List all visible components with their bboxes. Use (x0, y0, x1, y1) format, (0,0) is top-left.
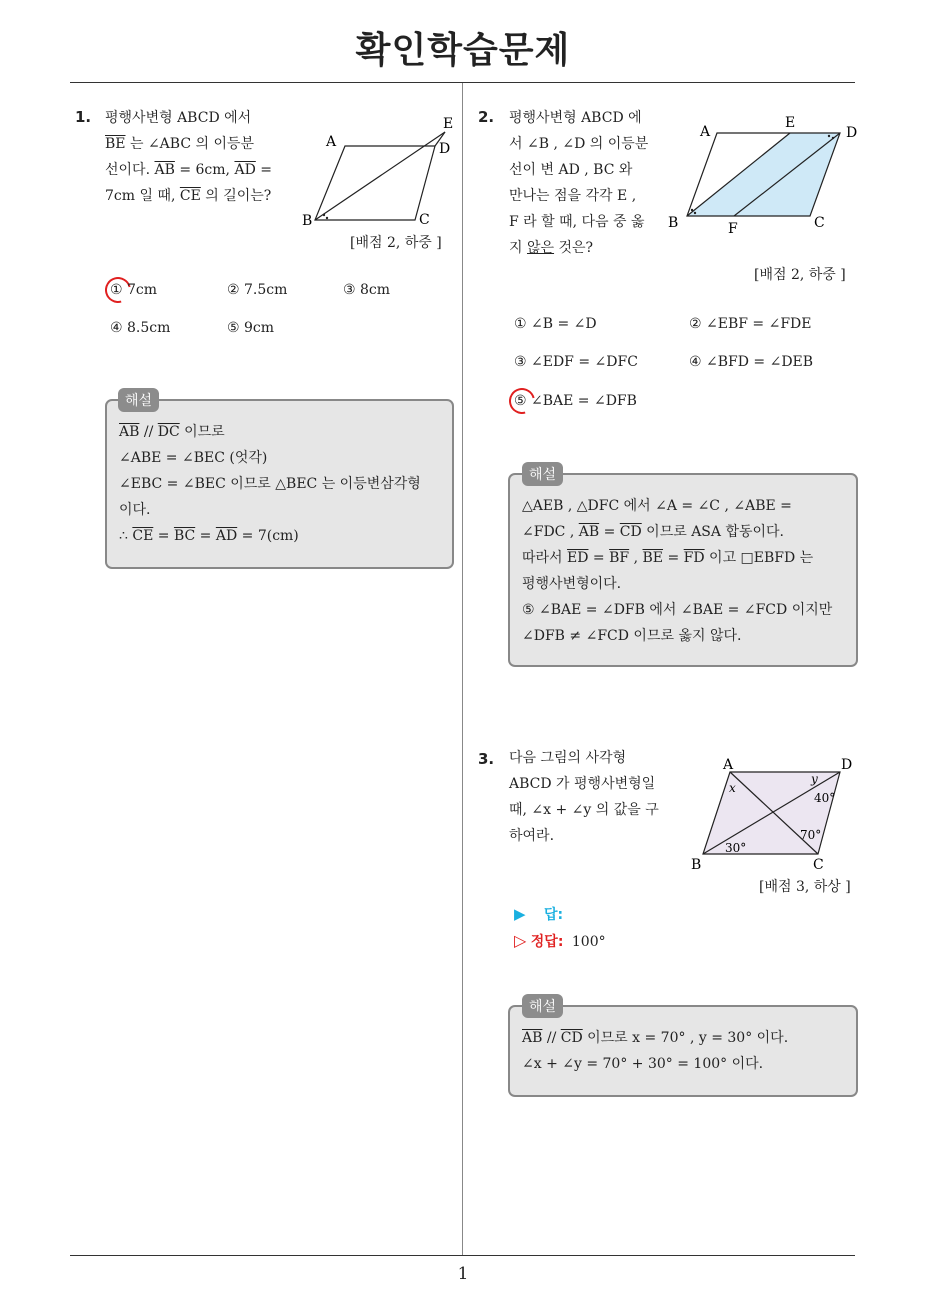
segment-ce: $\overline{CE}$ (179, 188, 201, 204)
segment-cd: $\overline{CD}$ (560, 1030, 583, 1046)
q2-line: 선이 변 AD , BC 와 (509, 162, 633, 178)
q1-line-text: 의 길이는? (200, 188, 272, 204)
q2-angle-mark (694, 212, 696, 214)
segment-cd: $\overline{CD}$ (619, 524, 642, 540)
q1-sol-text: = 7(cm) (237, 528, 299, 544)
q2-solution-tag: 해설 (522, 462, 563, 486)
q3-score: [배점 3, 하상 ] (759, 879, 851, 895)
q1-figure (300, 108, 465, 228)
q1-choice-4[interactable]: ④ 8.5cm (110, 320, 171, 336)
q2-label-c: C (814, 215, 825, 231)
q1-score: [배점 2, 하중 ] (350, 235, 442, 251)
q1-label-c: C (419, 212, 430, 228)
q2-sol-text: = (588, 550, 610, 566)
q3-line: 하여라. (509, 828, 555, 844)
q2-underlined-word: 않은 (526, 240, 555, 256)
q2-sol-text: 이고 □EBFD 는 (704, 550, 814, 566)
q1-choice-2[interactable]: ② 7.5cm (227, 282, 288, 298)
q1-label-b: B (302, 213, 313, 228)
q3-line: 때, ∠x + ∠y 의 값을 구 (509, 802, 659, 818)
q2-line (509, 235, 659, 261)
q1-sol-line: ∠ABE = ∠BEC (엇각) (119, 450, 268, 466)
q3-label-y: y (811, 772, 818, 786)
q2-label-d: D (846, 125, 858, 141)
segment-ab: $\overline{AB}$ (119, 424, 140, 440)
q2-label-f: F (728, 221, 738, 237)
q3-figure (685, 752, 865, 877)
q2-figure (662, 112, 867, 237)
q3-sol-text: 이므로 x = 70° , y = 30° 이다. (582, 1030, 789, 1046)
q2-score: [배점 2, 하중 ] (754, 267, 846, 283)
q2-shaded-region (687, 133, 840, 216)
q2-line-text: 것은? (554, 240, 594, 256)
q1-line-text: = (255, 162, 272, 178)
q3-label-x: x (729, 781, 736, 795)
q1-sol-line: ∠EBC = ∠BEC 이므로 △BEC 는 이등변삼각형 (119, 476, 421, 492)
q1-sol-text: 이므로 (179, 424, 225, 440)
segment-be: $\overline{BE}$ (105, 136, 126, 152)
triangle-outline-icon: ▷ (514, 931, 527, 950)
q2-label-b: B (668, 215, 679, 231)
q1-angle-mark (326, 217, 328, 219)
q1-line-text: = 6cm, (174, 162, 235, 178)
q3-sol-text: // (542, 1030, 561, 1046)
q1-line-text: 7cm 일 때, (105, 188, 180, 204)
q1-sol-text: // (139, 424, 158, 440)
q1-sol-text: ∴ (119, 528, 133, 544)
q1-label-e: E (443, 116, 454, 132)
q3-solution-tag: 해설 (522, 994, 563, 1018)
q1-angle-mark (323, 214, 325, 216)
q2-sol-line (522, 545, 832, 571)
q2-choice-4[interactable]: ④ ∠BFD = ∠DEB (689, 354, 814, 370)
q3-solution-box (508, 1005, 858, 1097)
q2-number: 2. (478, 108, 495, 126)
q2-angle-mark (691, 209, 693, 211)
q1-choice-1[interactable]: ① 7cm (110, 282, 158, 298)
segment-ab: $\overline{AB}$ (522, 1030, 543, 1046)
q1-line: 평행사변형 ABCD 에서 (105, 110, 252, 126)
q3-label-70: 70° (800, 828, 822, 842)
q3-correct-value: 100° (571, 934, 606, 950)
q3-label-c: C (813, 857, 824, 873)
q3-line: ABCD 가 평행사변형일 (509, 776, 656, 792)
q1-line (105, 157, 285, 183)
q2-sol-line: ∠DFB ≠ ∠FCD 이므로 옳지 않다. (522, 628, 742, 644)
q3-label-b: B (691, 857, 702, 873)
segment-ab: $\overline{AB}$ (578, 524, 600, 540)
q1-label-a: A (326, 134, 337, 150)
q2-solution-box (508, 473, 858, 667)
q3-text (509, 745, 674, 849)
q2-sol-text: = (663, 550, 684, 566)
play-icon: ▶ (514, 905, 526, 923)
q2-sol-text: ∠FDC , (522, 524, 579, 540)
q3-correct-row (514, 931, 606, 951)
q2-sol-line: 평행사변형이다. (522, 576, 622, 592)
q3-answer-label: 답: (544, 907, 564, 923)
q2-choice-2[interactable]: ② ∠EBF = ∠FDE (689, 316, 812, 332)
q2-label-e: E (785, 115, 796, 131)
q2-sol-line: ⑤ ∠BAE = ∠DFB 에서 ∠BAE = ∠FCD 이지만 (522, 602, 833, 618)
segment-be: $\overline{BE}$ (642, 550, 664, 566)
page-title: 확인학습문제 (355, 30, 571, 71)
q2-choice-3[interactable]: ③ ∠EDF = ∠DFC (514, 354, 638, 370)
q1-label-d: D (439, 141, 451, 157)
q2-sol-text: 이므로 ASA 합동이다. (641, 524, 784, 540)
page-number: 1 (457, 1264, 469, 1284)
segment-ad: $\overline{AD}$ (215, 528, 238, 544)
segment-bc: $\overline{BC}$ (173, 528, 196, 544)
q2-sol-line (522, 519, 832, 545)
q3-sol-line: ∠x + ∠y = 70° + 30° = 100° 이다. (522, 1056, 764, 1072)
q2-sol-text: , (629, 550, 643, 566)
q3-label-a: A (723, 757, 734, 773)
q1-parallelogram (315, 146, 435, 220)
q3-answer-row (514, 904, 563, 924)
q1-sol-text: = (195, 528, 216, 544)
q2-line: 만나는 점을 각각 E , (509, 188, 637, 204)
segment-fd: $\overline{FD}$ (683, 550, 705, 566)
q2-choice-5[interactable]: ⑤ ∠BAE = ∠DFB (514, 393, 637, 409)
segment-ce: $\overline{CE}$ (132, 528, 154, 544)
q2-angle-mark (832, 137, 834, 139)
q2-line-text: 지 (509, 240, 527, 256)
segment-bf: $\overline{BF}$ (609, 550, 630, 566)
q2-label-a: A (700, 124, 711, 140)
q3-label-30: 30° (725, 841, 747, 855)
q2-sol-text: 따라서 (522, 550, 568, 566)
q3-label-40: 40° (814, 791, 836, 805)
q2-text (509, 105, 659, 261)
q1-line-text: 선이다. (105, 162, 155, 178)
q2-sol-line: △AEB , △DFC 에서 ∠A = ∠C , ∠ABE = (522, 498, 792, 514)
q1-sol-line (119, 419, 421, 445)
q3-line: 다음 그림의 사각형 (509, 750, 627, 766)
q2-sol-text: = (599, 524, 620, 540)
q1-sol-text: = (153, 528, 174, 544)
q1-solution-box (105, 399, 454, 569)
q3-correct-label: 정답: (530, 934, 564, 950)
segment-ad: $\overline{AD}$ (234, 162, 256, 178)
segment-ed: $\overline{ED}$ (567, 550, 589, 566)
segment-dc: $\overline{DC}$ (157, 424, 180, 440)
q2-line: 평행사변형 ABCD 에 (509, 110, 642, 126)
column-divider (462, 83, 463, 1255)
q1-text (105, 105, 285, 209)
q1-number: 1. (75, 108, 92, 126)
q1-line-text: 는 ∠ABC 의 이등분 (125, 136, 255, 152)
q1-line (105, 183, 285, 209)
q2-angle-mark (828, 135, 830, 137)
bottom-rule (70, 1255, 855, 1256)
q2-choice-1[interactable]: ① ∠B = ∠D (514, 316, 597, 332)
q2-line: F 라 할 때, 다음 중 옳 (509, 214, 645, 230)
q3-sol-line (522, 1025, 788, 1051)
q1-solution-tag: 해설 (118, 388, 159, 412)
q1-choice-5[interactable]: ⑤ 9cm (227, 320, 275, 336)
q3-label-d: D (841, 757, 853, 773)
q1-choice-3[interactable]: ③ 8cm (343, 282, 391, 298)
segment-ab: $\overline{AB}$ (154, 162, 175, 178)
q1-sol-line (119, 523, 421, 549)
q1-line (105, 131, 285, 157)
q3-number: 3. (478, 750, 495, 768)
q2-line: 서 ∠B , ∠D 의 이등분 (509, 136, 649, 152)
q1-sol-line: 이다. (119, 502, 151, 518)
